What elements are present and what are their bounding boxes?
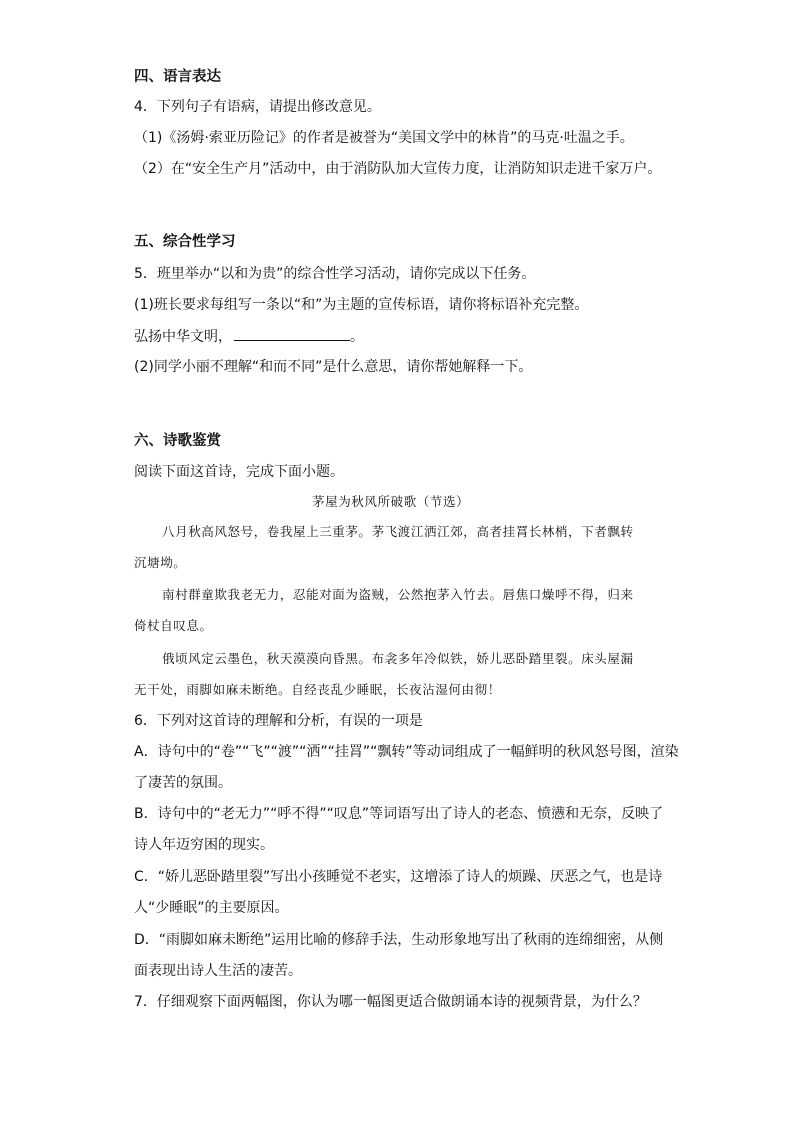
question-6-stem: 6．下列对这首诗的理解和分析，有误的一项是 — [134, 713, 423, 729]
poem-line: 八月秋高风怒号，卷我屋上三重茅。茅飞渡江洒江郊，高者挂罥长林梢，下者飘转 — [162, 524, 634, 539]
question-5-item-2: (2)同学小丽不理解“和而不同”是什么意思，请你帮她解释一下。 — [134, 359, 533, 375]
poem-line: 无干处，雨脚如麻未断绝。自经丧乱少睡眠，长夜沾湿何由彻！ — [134, 682, 501, 697]
option-b-line-2: 诗人年迈穷困的现实。 — [134, 837, 274, 853]
option-a-line-1: A．诗句中的“卷”“飞”“渡”“洒”“挂罥”“飘转”等动词组成了一幅鲜明的秋风怒号图，渲染 — [134, 744, 679, 760]
section-4-title: 四、语言表达 — [134, 69, 221, 85]
question-7-stem: 7．仔细观察下面两幅图，你认为哪一幅图更适合做朗诵本诗的视频背景，为什么？ — [134, 994, 647, 1010]
question-4-stem: 4．下列句子有语病，请提出修改意见。 — [134, 99, 381, 115]
option-b-line-1: B．诗句中的“老无力”“呼不得”“叹息”等词语写出了诗人的老态、愤懑和无奈，反映了 — [134, 806, 664, 822]
answer-blank[interactable] — [234, 326, 350, 341]
poem-title: 茅屋为秋风所破歌（节选） — [312, 494, 470, 509]
slogan-line — [134, 326, 364, 347]
poem-line: 南村群童欺我老无力，忍能对面为盗贼，公然抱茅入竹去。唇焦口燥呼不得，归来 — [162, 587, 634, 602]
option-a-line-2: 了凄苦的氛围。 — [134, 775, 232, 791]
section-6-intro: 阅读下面这首诗，完成下面小题。 — [134, 464, 344, 480]
question-4-item-2: （2）在“安全生产月”活动中，由于消防队加大宣传力度，让消防知识走进千家万户。 — [134, 161, 662, 177]
question-5-stem: 5．班里举办“以和为贵”的综合性学习活动，请你完成以下任务。 — [134, 266, 536, 282]
section-6-title: 六、诗歌鉴赏 — [134, 433, 221, 449]
option-c-line-2: 人“少睡眠”的主要原因。 — [134, 900, 289, 916]
section-5-title: 五、综合性学习 — [134, 234, 236, 250]
option-c-line-1: C．“娇儿恶卧踏里裂”写出小孩睡觉不老实，这增添了诗人的烦躁、厌恶之气，也是诗 — [134, 869, 663, 885]
question-5-item-1: (1)班长要求每组写一条以“和”为主题的宣传标语，请你将标语补充完整。 — [134, 297, 589, 313]
poem-line: 俄顷风定云墨色，秋天漠漠向昏黑。布衾多年冷似铁，娇儿恶卧踏里裂。床头屋漏 — [162, 651, 634, 666]
question-4-item-1: （1)《汤姆·索亚历险记》的作者是被誉为“美国文学中的林肯”的马克·吐温之手。 — [134, 130, 634, 146]
option-d-line-2: 面表现出诗人生活的凄苦。 — [134, 963, 302, 979]
poem-line: 倚杖自叹息。 — [134, 618, 213, 633]
option-d-line-1: D．“雨脚如麻未断绝”运用比喻的修辞手法，生动形象地写出了秋雨的连绵细密，从侧 — [134, 932, 664, 948]
poem-line: 沉塘坳。 — [134, 555, 187, 570]
slogan-suffix: 。 — [350, 329, 364, 345]
slogan-prefix: 弘扬中华文明， — [134, 329, 232, 345]
